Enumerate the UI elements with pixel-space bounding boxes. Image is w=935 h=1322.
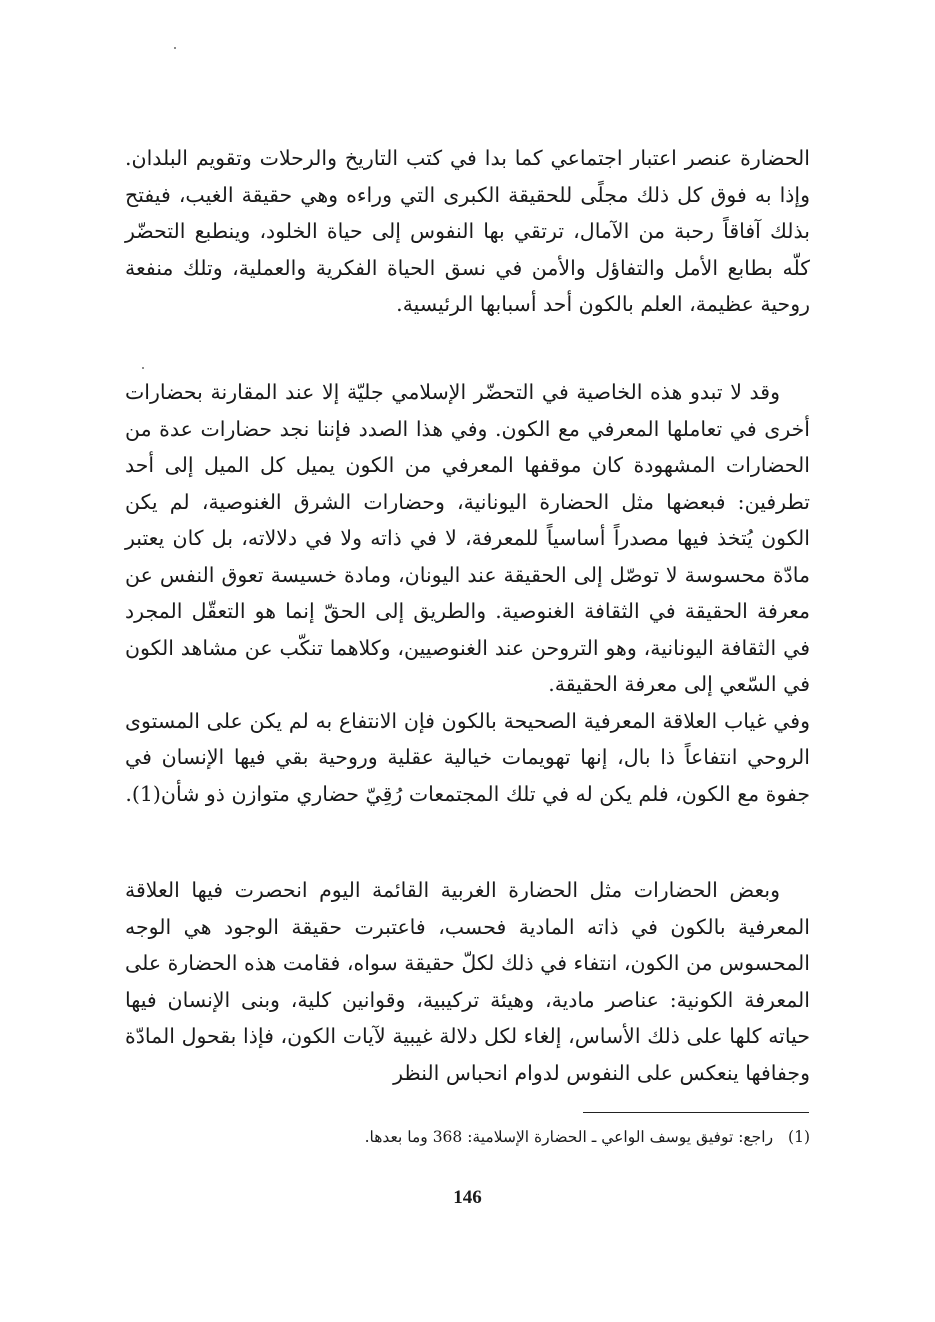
footnote-number: (1): [788, 1128, 810, 1146]
footnote-separator: [583, 1112, 809, 1113]
paragraph-4: وبعض الحضارات مثل الحضارة الغربية القائمة اليوم انحصرت فيها العلاقة المعرفية بالكون في ذاته المادية فحسب، فاعتبرت حقيقة الوجود هي الوجه المحسوس من الكون، انتفاء في ذلك لكلّ حقيقة سواه، فقامت هذه الحضارة على المعرفة الكونية: عناصر مادية، وهيئة تركيبية، وقوانين كلية، وبنى الإنسان فيها حياته كلها على ذلك الأساس، إلغاء لكل دلالة غيبية لآيات الكون، فإذا بقحول المادّة وجفافها ينعكس على النفوس لدوام انحباس النظر: [125, 878, 810, 1085]
paragraph-2: وقد لا تبدو هذه الخاصية في التحضّر الإسلامي جليّة إلا عند المقارنة بحضارات أخرى في تعاملها المعرفي مع الكون. وفي هذا الصدد فإننا نجد حضارات عدة من الحضارات المشهودة كان موقفها المعرفي من الكون يميل كل الميل إلى أحد تطرفين: فبعضها مثل الحضارة اليونانية، وحضارات الشرق الغنوصية، لم يكن الكون يُتخذ فيها مصدراً أساسياً للمعرفة، لا في ذاته ولا في دلالاته، بل كان يعتبر مادّة محسوسة لا توصّل إلى الحقيقة عند اليونان، ومادة خسيسة تعوق النفس عن معرفة الحقيقة في الثقافة الغنوصية. والطريق إلى الحقّ إنما هو التعقّل المجرد في الثقافة اليونانية، وهو التروحن عند الغنوصيين، وكلاهما تنكّب عن مشاهد الكون في السّعي إلى معرفة الحقيقة.: [125, 380, 810, 696]
scan-speck: [142, 367, 144, 369]
page-number: 146: [453, 1187, 482, 1208]
paragraph-3: وفي غياب العلاقة المعرفية الصحيحة بالكون فإن الانتفاع به لم يكن على المستوى الروحي انتفاعاً ذا بال، إنها تهويمات خيالية عقلية وروحية بقي فيها الإنسان في جفوة مع الكون، فلم يكن له في تلك المجتمعات رُقِيّ حضاري متوازن ذو شأن(1).: [125, 708, 810, 806]
body-text: [125, 872, 810, 1091]
footnote: [125, 1125, 810, 1149]
scan-speck: [174, 47, 176, 49]
footnote-text: راجع: توفيق يوسف الواعي ـ الحضارة الإسلامية: 368 وما بعدها.: [364, 1128, 774, 1146]
paragraph-1: الحضارة عنصر اعتبار اجتماعي كما بدا في كتب التاريخ والرحلات وتقويم البلدان. وإذا به فوق كل ذلك مجلًى للحقيقة الكبرى التي وراءه وهي حقيقة الغيب، فيفتح بذلك آفاقاً رحبة من الآمال، ترتقي بها النفوس إلى حياة الخلود، وينطبع التحضّر كلّه بطابع الأمل والتفاؤل والأمن في نسق الحياة الفكرية والعملية، وتلك منفعة روحية عظيمة، العلم بالكون أحد أسبابها الرئيسية.: [125, 146, 810, 316]
body-text: [125, 374, 810, 812]
body-text: [125, 140, 810, 323]
